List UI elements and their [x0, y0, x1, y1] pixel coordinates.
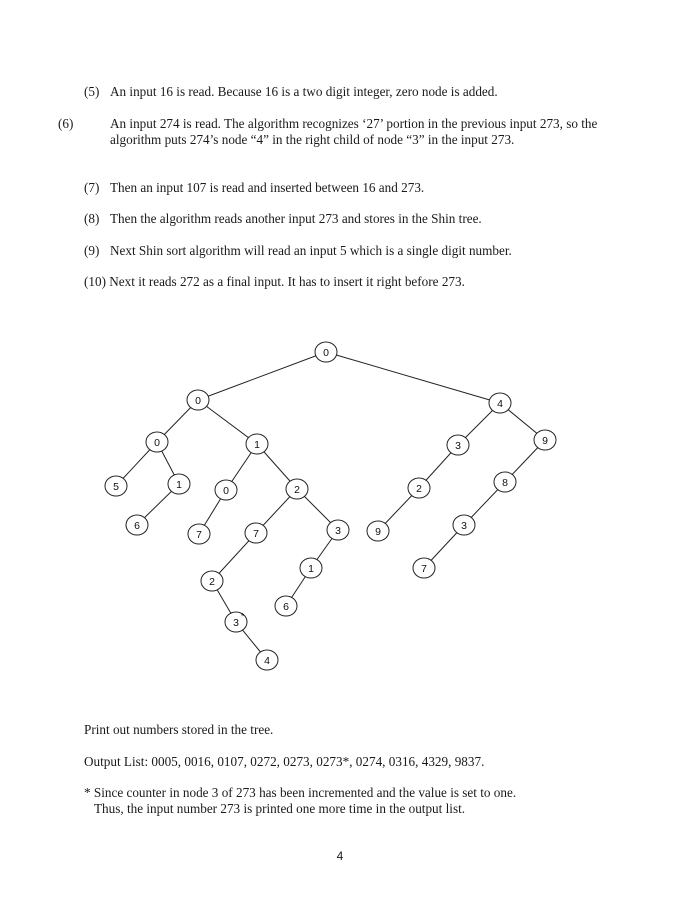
step-text: An input 274 is read. The algorithm recognizes ‘27’ portion in the previous input 273, so the algorithm puts 274’s node “4” in the right child of node “3” in the input 273.: [110, 116, 598, 147]
tree-node-label: 0: [223, 485, 229, 497]
footnote-line-1: * Since counter in node 3 of 273 has been incremented and the value is set to one.: [84, 785, 517, 800]
tree-node-label: 0: [195, 395, 201, 407]
step-number: (8): [84, 211, 100, 226]
tree-node-LL1: [168, 474, 190, 494]
tree-node-LR2-3-1-6: [275, 596, 297, 616]
shin-tree-diagram: [0, 330, 680, 680]
tree-node-LR2-3-1: [300, 558, 322, 578]
footnote-line-2: Thus, the input number 273 is printed one more time in the output list.: [94, 801, 466, 816]
tree-node-label: 2: [209, 576, 215, 588]
tree-node-label: 3: [233, 617, 239, 629]
tree-node-L: [187, 390, 209, 410]
tree-node-R9-8: [494, 472, 516, 492]
tree-node-LR0-7: [188, 524, 210, 544]
page-number: 4: [336, 849, 344, 863]
tree-node-label: 1: [308, 563, 314, 575]
tree-node-R9-8-3-7: [413, 558, 435, 578]
step-number: (7): [84, 180, 100, 195]
tree-node-label: 3: [461, 520, 467, 532]
step-number: (10): [84, 274, 106, 289]
tree-node-label: 0: [323, 347, 329, 359]
tree-node-label: 7: [421, 563, 427, 575]
tree-node-label: 4: [264, 655, 270, 667]
tree-node-LL: [146, 432, 168, 452]
tree-node-root: [315, 342, 337, 362]
tree-node-label: 5: [113, 481, 119, 493]
step-text: Then the algorithm reads another input 273 and stores in the Shin tree.: [110, 211, 482, 226]
tree-node-R9-8-3: [453, 515, 475, 535]
tree-node-label: 4: [497, 398, 503, 410]
step-9: [84, 243, 512, 259]
tree-node-LL1-6: [126, 515, 148, 535]
tree-node-label: 3: [455, 440, 461, 452]
tree-node-label: 8: [502, 477, 508, 489]
tree-node-R: [489, 393, 511, 413]
step-text: Next it reads 272 as a final input. It has to insert it right before 273.: [109, 274, 465, 289]
tree-node-LR2: [286, 479, 308, 499]
step-number: (9): [84, 243, 100, 258]
tree-node-LR2-7-2-3-4: [256, 650, 278, 670]
tree-node-LR2-7: [245, 523, 267, 543]
tree-node-LL5: [105, 476, 127, 496]
tree-node-label: 9: [375, 526, 381, 538]
tree-node-label: 2: [416, 483, 422, 495]
step-6: [58, 116, 620, 148]
tree-node-R3-2: [408, 478, 430, 498]
tree-node-label: 9: [542, 435, 548, 447]
step-number: (6): [58, 116, 74, 131]
tree-edge-root-to-R: [326, 352, 500, 403]
tree-node-R9: [534, 430, 556, 450]
step-number: (5): [84, 84, 100, 99]
tree-node-R3-2-9: [367, 521, 389, 541]
tree-edge-root-to-L: [198, 352, 326, 400]
tree-node-R3: [447, 435, 469, 455]
tree-node-label: 1: [176, 479, 182, 491]
tree-node-label: 7: [253, 528, 259, 540]
tree-node-label: 2: [294, 484, 300, 496]
step-8: [84, 211, 482, 227]
tree-node-label: 7: [196, 529, 202, 541]
output-list: Output List: 0005, 0016, 0107, 0272, 0273, 0273*, 0274, 0316, 4329, 9837.: [84, 754, 485, 769]
step-text: An input 16 is read. Because 16 is a two digit integer, zero node is added.: [110, 84, 498, 99]
tree-node-label: 3: [335, 525, 341, 537]
tree-node-LR2-7-2-3: [225, 612, 247, 632]
tree-node-label: 1: [254, 439, 260, 451]
tree-node-label: 6: [283, 601, 289, 613]
tree-node-LR: [246, 434, 268, 454]
counter-mark-asterisk: *: [241, 612, 245, 621]
tree-node-LR0: [215, 480, 237, 500]
step-text: Then an input 107 is read and inserted between 16 and 273.: [110, 180, 425, 195]
step-10: [84, 274, 465, 290]
tree-node-label: 0: [154, 437, 160, 449]
tree-node-LR2-7-2: [201, 571, 223, 591]
step-text: Next Shin sort algorithm will read an input 5 which is a single digit number.: [110, 243, 512, 258]
print-heading: Print out numbers stored in the tree.: [84, 722, 274, 737]
tree-node-LR2-3: [327, 520, 349, 540]
step-5: [84, 84, 498, 100]
tree-node-label: 6: [134, 520, 140, 532]
step-7: [84, 180, 424, 196]
